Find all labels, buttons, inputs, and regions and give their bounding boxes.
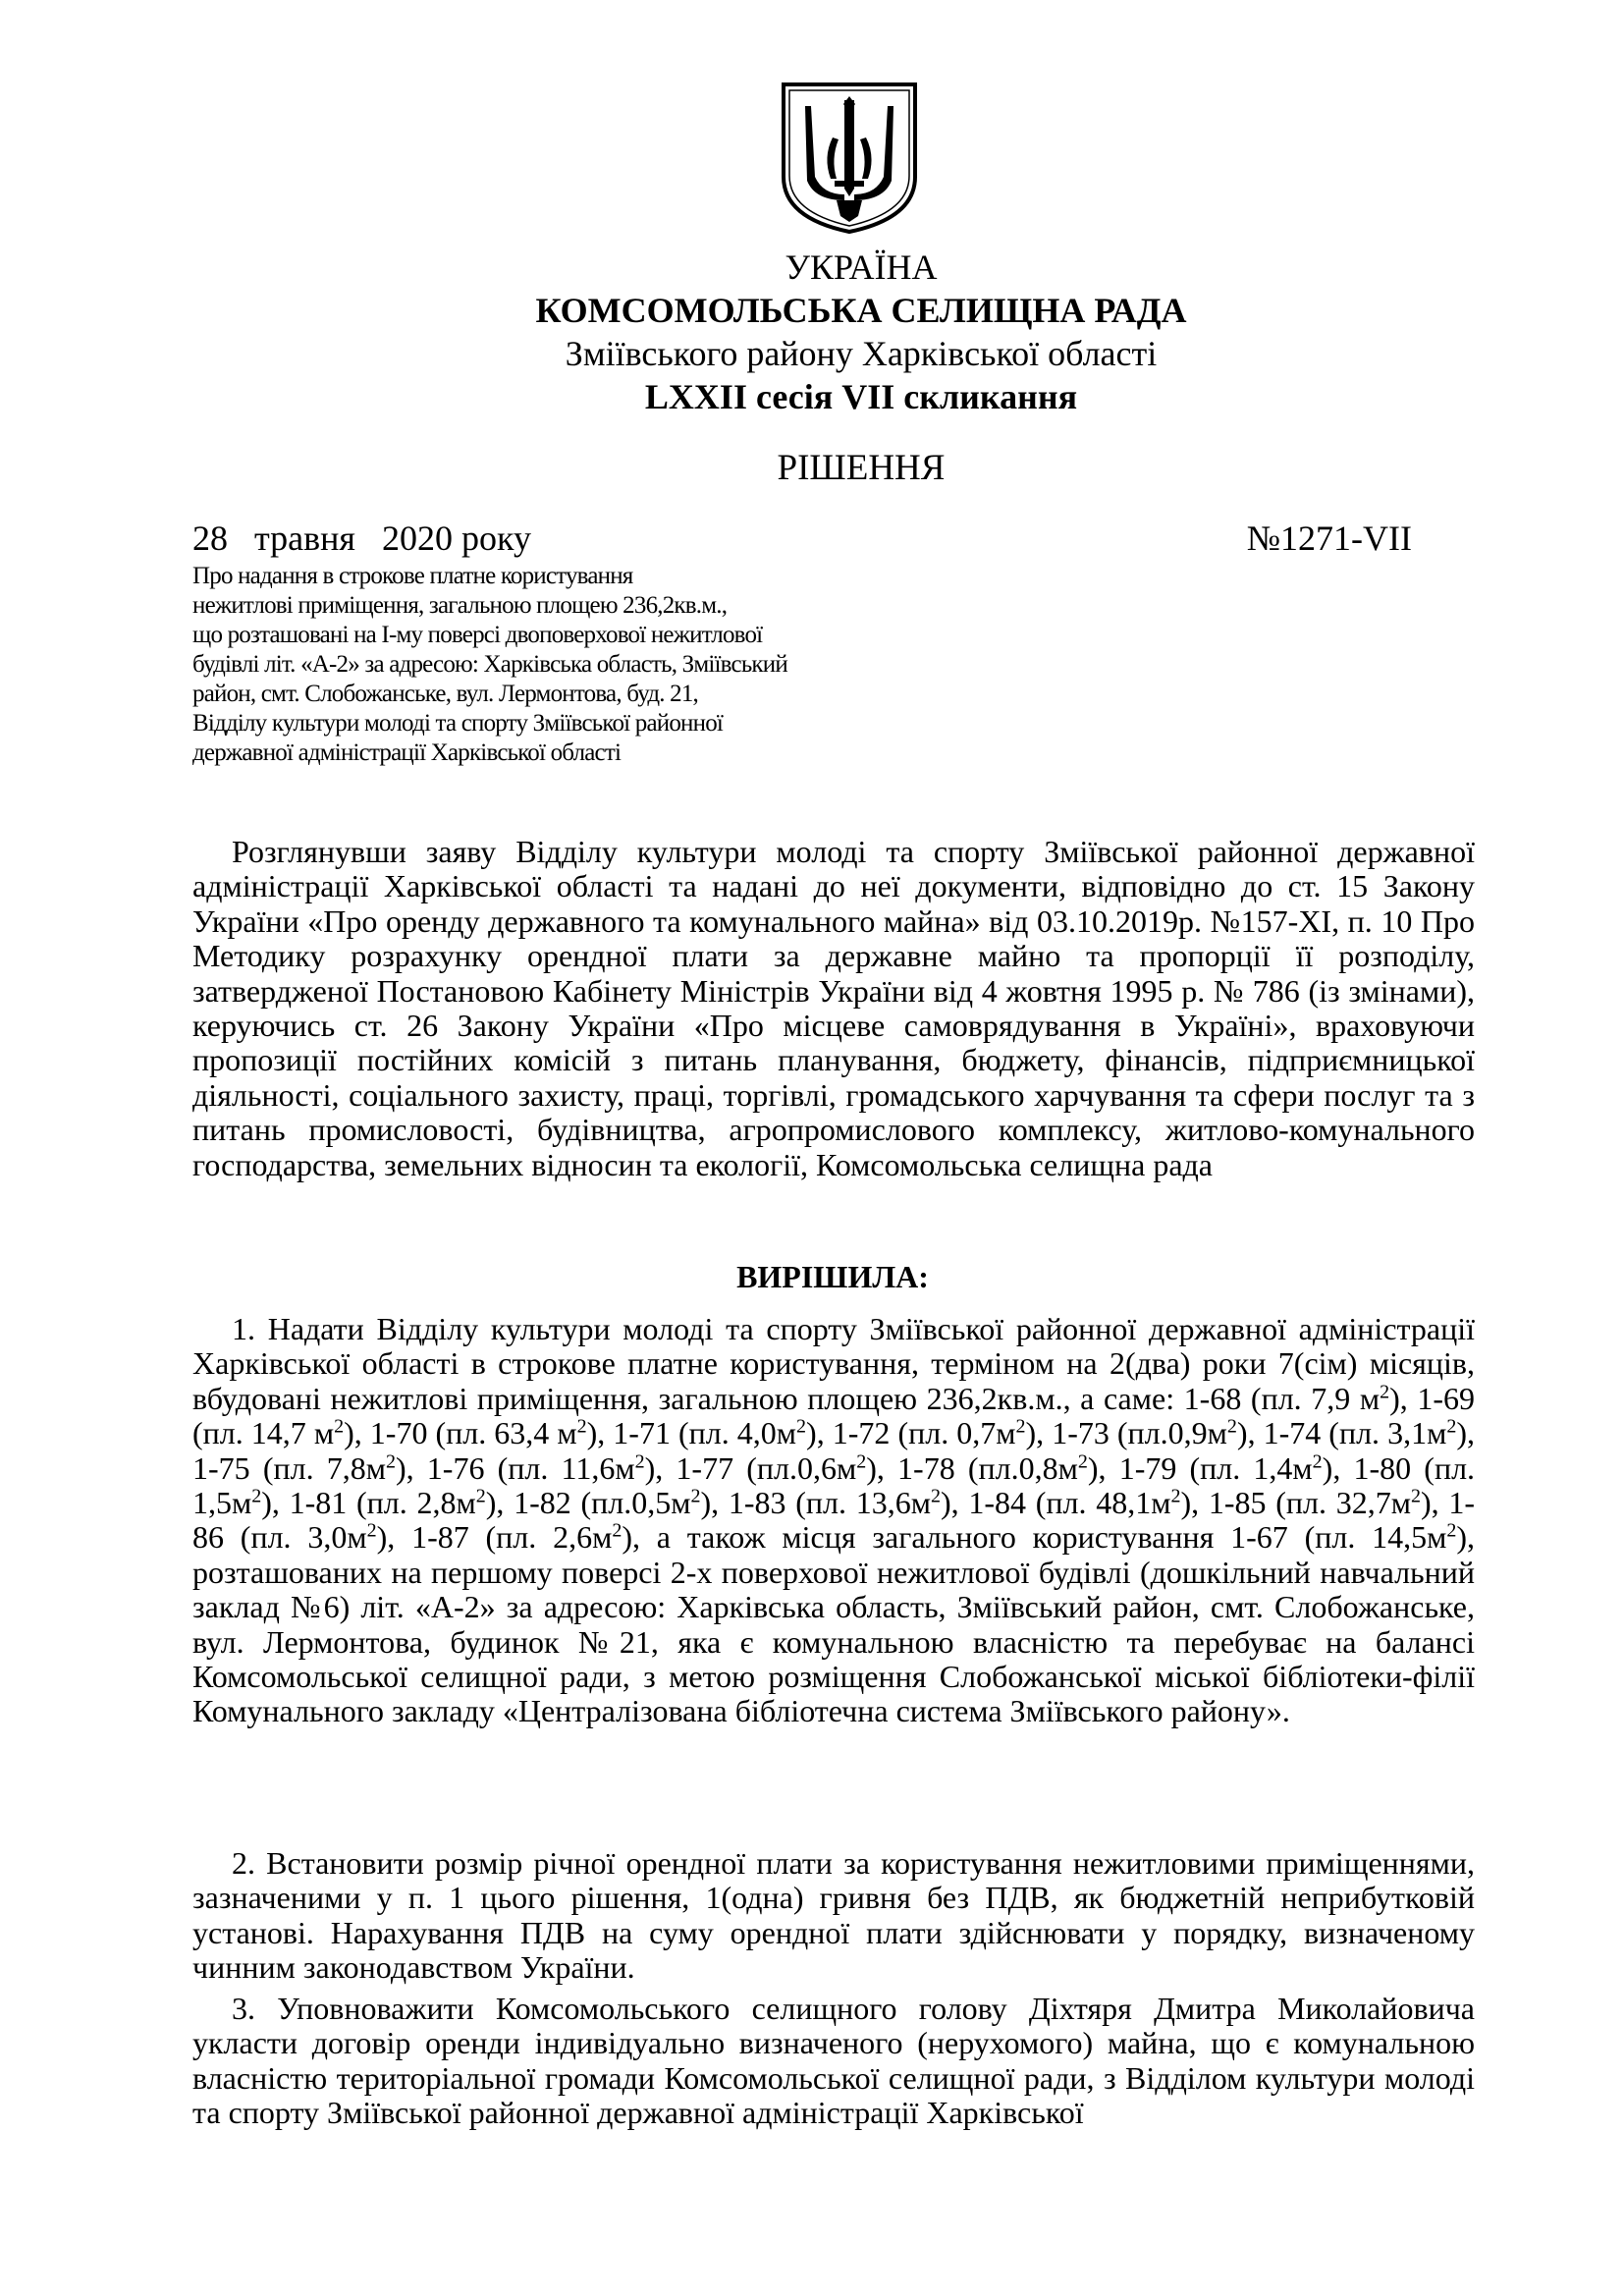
item-2-paragraph: 2. Встановити розмір річної орендної плати за користування нежитловими приміщеннями, зазначеними у п. 1 цього рішення, 1(одна) гривня без ПДВ, як бюджетній неприбутковій установі. Нарахування ПДВ на суму орендної плати здійснювати у порядку, визначеному чинним законодавством України. <box>192 1845 1475 1986</box>
subject-line: Відділу культури молоді та спорту Зміївської районної <box>192 710 724 737</box>
preamble-paragraph: Розглянувши заяву Відділу культури молоді та спорту Зміївської районної державної адміністрації Харківської області та надані до неї документи, відповідно до ст. 15 Закону України «Про оренду державного та комунального майна» від 03.10.2019р. №157-XI, п. 10 Про Методику розрахунку орендної плати за державне майно та пропорції її розподілу, затвердженої Постановою Кабінету Міністрів України від 4 жовтня 1995 р. № 786 (із змінами), керуючись ст. 26 Закону України «Про місцеве самоврядування в Україні», враховуючи пропозиції постійних комісій з питань планування, бюджету, фінансів, підприємницької діяльності, соціального захисту, праці, торгівлі, громадського харчування та сфери послуг та з питань промисловості, будівництва, агропромислового комплексу, житлово-комунального господарства, земельних відносин та екології, Комсомольська селищна рада <box>192 834 1475 1182</box>
decision-number: №1271-VII <box>1246 519 1412 558</box>
council-name: КОМСОМОЛЬСЬКА СЕЛИЩНА РАДА <box>535 291 1187 330</box>
subject-line: що розташовані на І-му поверсі двоповерхової нежитлової <box>192 622 763 648</box>
resolved-heading: ВИРІШИЛА: <box>736 1259 929 1294</box>
subject-line: державної адміністрації Харківської області <box>192 739 622 766</box>
district-name: Зміївського району Харківської області <box>565 334 1158 373</box>
country-name: УКРАЇНА <box>785 247 938 287</box>
item-3-paragraph: 3. Уповноважити Комсомольського селищного голову Діхтяря Дмитра Миколайовича укласти договір оренди індивідуально визначеного (нерухомого) майна, що є комунальною власністю територіальної громади Комсомольської селищної ради, з Відділом культури молоді та спорту Зміївської районної державної адміністрації Харківської <box>192 1991 1475 2131</box>
subject-line: нежитлові приміщення, загальною площею 236,2кв.м., <box>192 592 728 619</box>
decision-date: 28 травня 2020 року <box>192 519 531 558</box>
subject-line: Про надання в строкове платне користування <box>192 563 633 589</box>
document-type: РІШЕННЯ <box>777 448 946 488</box>
subject-line: будівлі літ. «А-2» за адресою: Харківська область, Зміївський <box>192 651 787 678</box>
decision-subject <box>192 562 939 768</box>
subject-line: район, смт. Слобожанське, вул. Лермонтова, буд. 21, <box>192 681 698 707</box>
session-name: LXXII сесія VII скликання <box>644 377 1078 416</box>
item-1-paragraph: 1. Надати Відділу культури молоді та спорту Зміївської районної державної адміністрації Харківської області в строкове платне користування, терміном на 2(два) роки 7(сім) місяців, вбудовані нежитлові приміщення, загальною площею 236,2кв.м., а саме: 1-68 (пл. 7,9 $м^2$), 1-69 (пл. 14,7 $м^2$), 1-70 (пл. 63,4 $м^2$), 1-71 (пл. $4,0м^2$), 1-72 (пл. $0,7м^2$), 1-73 $(пл.0,9м^2)$, 1-74 (пл. $3,1м^2$), 1-75 (пл. $7,8м^2$), 1-76 (пл. $11,6м^2$), 1-77 $(пл.0,6м^2)$, 1-78 $(пл.0,8м^2)$, 1-79 (пл. $1,4м^2$), 1-80 (пл. $1,5м^2$), 1-81 (пл. $2,8м^2$), 1-82 $(пл.0,5м^2)$, 1-83 (пл. $13,6м^2$), 1-84 (пл. $48,1м^2$), 1-85 (пл. $32,7м^2$), 1-86 (пл. $3,0м^2$), 1-87 (пл. $2,6м^2$), а також місця загального користування 1-67 (пл. $14,5м^2$), розташованих на першому поверсі 2-х поверхової нежитлової будівлі (дошкільний навчальний заклад №6) літ. «А-2» за адресою: Харківська область, Зміївський район, смт. Слобожанське, вул. Лермонтова, будинок №21, яка є комунальною власністю та перебуває на балансі Комсомольської селищної ради, з метою розміщення Слобожанської міської бібліотеки-філії Комунального закладу «Централізована бібліотечна система Зміївського району». <box>192 1311 1476 1729</box>
trident-coat-of-arms-icon <box>776 79 923 236</box>
